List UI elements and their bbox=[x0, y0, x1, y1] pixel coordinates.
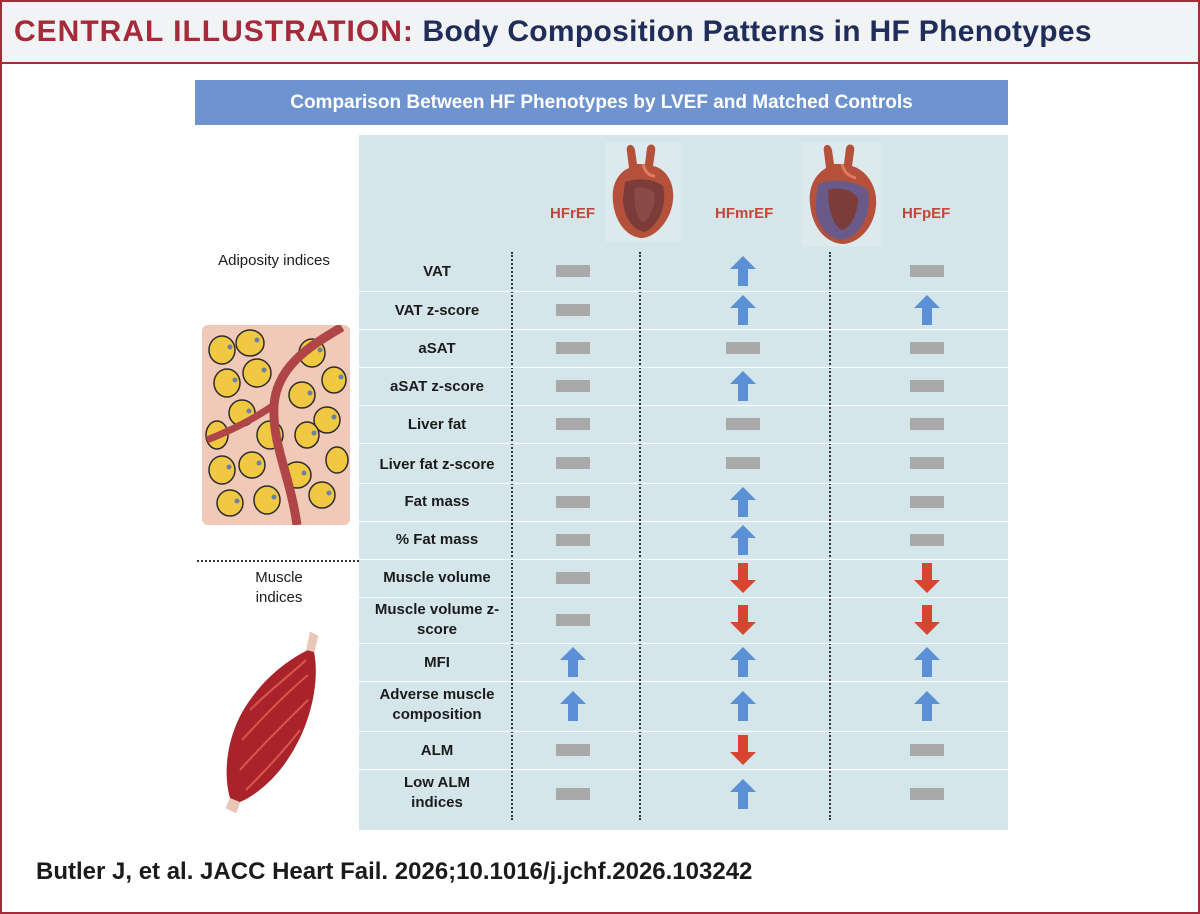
arrow-up-icon bbox=[914, 647, 940, 677]
citation: Butler J, et al. JACC Heart Fail. 2026;10.1016/j.jchf.2026.103242 bbox=[36, 858, 753, 885]
arrow-up-icon bbox=[730, 295, 756, 325]
no-difference-icon bbox=[910, 457, 944, 469]
no-difference-icon bbox=[556, 534, 590, 546]
row-label-vat: VAT bbox=[423, 263, 451, 280]
row-divider bbox=[359, 731, 1008, 732]
no-difference-icon bbox=[556, 418, 590, 430]
no-difference-icon bbox=[556, 265, 590, 277]
column-header-hfref: HFrEF bbox=[550, 205, 595, 222]
row-label-adverse-muscle-composition: Adverse muscle composition bbox=[379, 686, 495, 723]
column-header-hfmref: HFmrEF bbox=[715, 205, 774, 222]
arrow-down-icon bbox=[914, 605, 940, 635]
section-divider bbox=[197, 560, 359, 562]
row-divider bbox=[359, 291, 1008, 292]
arrow-up-icon bbox=[730, 256, 756, 286]
no-difference-icon bbox=[910, 496, 944, 508]
row-label-pct-fat-mass: % Fat mass bbox=[395, 531, 479, 548]
arrow-up-icon bbox=[730, 691, 756, 721]
no-difference-icon bbox=[556, 744, 590, 756]
arrow-up-icon bbox=[560, 691, 586, 721]
no-difference-icon bbox=[910, 265, 944, 277]
arrow-up-icon bbox=[914, 295, 940, 325]
arrow-down-icon bbox=[730, 735, 756, 765]
column-header-hfpef: HFpEF bbox=[902, 205, 951, 222]
arrow-up-icon bbox=[914, 691, 940, 721]
no-difference-icon bbox=[910, 534, 944, 546]
comparison-banner: Comparison Between HF Phenotypes by LVEF and Matched Controls bbox=[195, 80, 1008, 125]
row-divider bbox=[359, 559, 1008, 560]
row-divider bbox=[359, 483, 1008, 484]
no-difference-icon bbox=[556, 572, 590, 584]
row-divider bbox=[359, 329, 1008, 330]
row-divider bbox=[359, 681, 1008, 682]
no-difference-icon bbox=[910, 788, 944, 800]
no-difference-icon bbox=[556, 457, 590, 469]
no-difference-icon bbox=[556, 788, 590, 800]
row-label-asat: aSAT bbox=[418, 340, 456, 357]
arrow-up-icon bbox=[730, 647, 756, 677]
no-difference-icon bbox=[910, 418, 944, 430]
no-difference-icon bbox=[726, 418, 760, 430]
row-label-muscle-volume: Muscle volume bbox=[383, 569, 491, 586]
no-difference-icon bbox=[556, 614, 590, 626]
no-difference-icon bbox=[556, 496, 590, 508]
row-label-liver-fat: Liver fat bbox=[407, 416, 467, 433]
arrow-up-icon bbox=[730, 371, 756, 401]
no-difference-icon bbox=[556, 342, 590, 354]
arrow-down-icon bbox=[914, 563, 940, 593]
column-divider bbox=[639, 252, 641, 820]
row-divider bbox=[359, 405, 1008, 406]
row-divider bbox=[359, 521, 1008, 522]
no-difference-icon bbox=[556, 304, 590, 316]
row-label-alm: ALM bbox=[420, 742, 454, 759]
no-difference-icon bbox=[726, 457, 760, 469]
header-title bbox=[14, 15, 1092, 49]
muscle-icon bbox=[220, 630, 330, 815]
heart-icon bbox=[802, 142, 882, 247]
arrow-up-icon bbox=[730, 779, 756, 809]
arrow-up-icon bbox=[730, 525, 756, 555]
no-difference-icon bbox=[726, 342, 760, 354]
no-difference-icon bbox=[910, 342, 944, 354]
arrow-down-icon bbox=[730, 605, 756, 635]
row-divider bbox=[359, 597, 1008, 598]
heart-icon bbox=[605, 142, 681, 242]
adipose-tissue-icon bbox=[202, 325, 350, 525]
row-divider bbox=[359, 643, 1008, 644]
row-label-asat-z-score: aSAT z-score bbox=[390, 378, 484, 395]
section-label-muscle: Muscle indices bbox=[255, 569, 303, 606]
row-divider bbox=[359, 367, 1008, 368]
arrow-down-icon bbox=[730, 563, 756, 593]
no-difference-icon bbox=[910, 380, 944, 392]
arrow-up-icon bbox=[730, 487, 756, 517]
row-divider bbox=[359, 443, 1008, 444]
header-label: CENTRAL ILLUSTRATION: bbox=[14, 15, 414, 48]
header-title-text: Body Composition Patterns in HF Phenotypes bbox=[422, 15, 1092, 48]
no-difference-icon bbox=[910, 744, 944, 756]
header bbox=[2, 2, 1198, 64]
row-label-liver-fat-z-score: Liver fat z-score bbox=[379, 456, 495, 473]
column-divider bbox=[829, 252, 831, 820]
row-label-vat-z-score: VAT z-score bbox=[394, 302, 480, 319]
arrow-up-icon bbox=[560, 647, 586, 677]
row-divider bbox=[359, 769, 1008, 770]
section-label-adiposity: Adiposity indices bbox=[218, 252, 330, 269]
row-label-mfi: MFI bbox=[424, 654, 450, 671]
row-label-low-alm-indices: Low ALM indices bbox=[403, 774, 471, 811]
row-label-fat-mass: Fat mass bbox=[404, 493, 470, 510]
row-label-muscle-volume-z-score: Muscle volume z-score bbox=[374, 601, 500, 638]
no-difference-icon bbox=[556, 380, 590, 392]
